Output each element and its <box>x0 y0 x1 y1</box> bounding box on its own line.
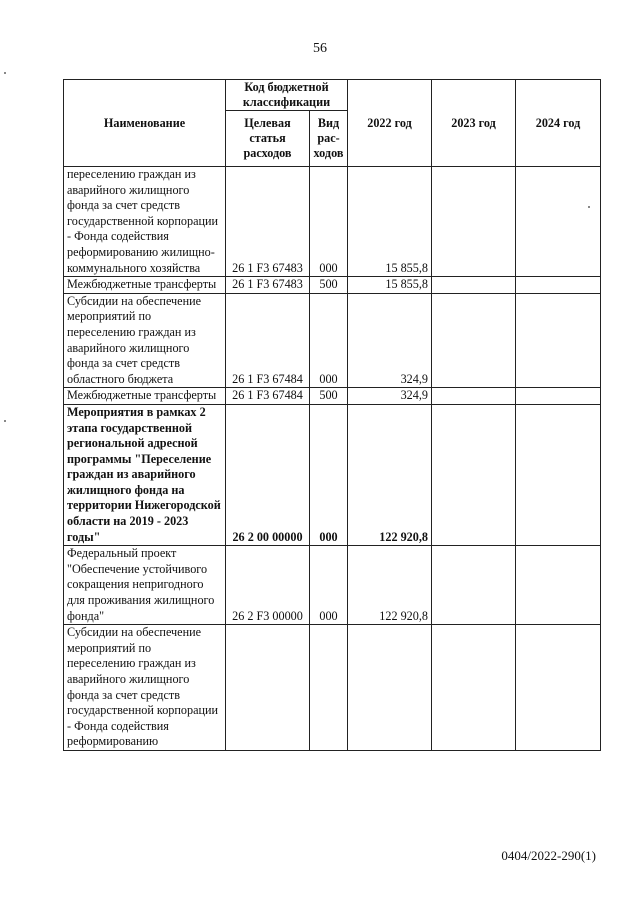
row-value-2024 <box>516 404 601 545</box>
row-target-item: 26 2 F3 00000 <box>226 546 310 625</box>
row-expense-type: 000 <box>310 167 348 277</box>
row-name: Субсидии на обеспечение мероприятий по переселению граждан из аварийного жилищного фонда за счет средств областного бюджета <box>64 293 226 388</box>
row-expense-type: 000 <box>310 404 348 545</box>
row-value-2024 <box>516 293 601 388</box>
row-value-2022: 122 920,8 <box>348 546 432 625</box>
row-value-2023 <box>432 277 516 294</box>
row-target-item: 26 1 F3 67483 <box>226 167 310 277</box>
document-code: 0404/2022-290(1) <box>501 848 596 863</box>
row-value-2022: 324,9 <box>348 293 432 388</box>
row-value-2023 <box>432 388 516 405</box>
table-row <box>64 625 601 751</box>
scan-mark <box>4 72 6 74</box>
header-expense-type: Вид рас-ходов <box>310 111 348 167</box>
row-value-2022 <box>348 625 432 751</box>
row-value-2023 <box>432 546 516 625</box>
row-name: Федеральный проект "Обеспечение устойчивого сокращения непригодного для проживания жилищного фонда" <box>64 546 226 625</box>
row-value-2022: 122 920,8 <box>348 404 432 545</box>
row-expense-type: 500 <box>310 277 348 294</box>
table-row <box>64 546 601 625</box>
header-year-2023: 2023 год <box>432 80 516 167</box>
row-expense-type: 000 <box>310 546 348 625</box>
row-target-item: 26 1 F3 67484 <box>226 388 310 405</box>
table-row <box>64 388 601 405</box>
row-name: переселению граждан из аварийного жилищного фонда за счет средств государственной корпорации - Фонда содействия реформированию жилищно-коммунального хозяйства <box>64 167 226 277</box>
row-value-2022: 15 855,8 <box>348 277 432 294</box>
row-expense-type: 000 <box>310 293 348 388</box>
budget-table <box>63 79 601 751</box>
scan-mark <box>4 420 6 422</box>
row-value-2023 <box>432 293 516 388</box>
header-year-2024: 2024 год <box>516 80 601 167</box>
row-name: Межбюджетные трансферты <box>64 388 226 405</box>
row-value-2024 <box>516 546 601 625</box>
row-value-2024 <box>516 388 601 405</box>
header-target-item: Целевая статья расходов <box>226 111 310 167</box>
row-value-2023 <box>432 167 516 277</box>
row-target-item <box>226 625 310 751</box>
row-expense-type <box>310 625 348 751</box>
row-value-2024 <box>516 277 601 294</box>
row-name: Мероприятия в рамках 2 этапа государственной региональной адресной программы "Переселение граждан из аварийного жилищного фонда на территории Нижегородской области на 2019 - 2023 годы" <box>64 404 226 545</box>
table-row <box>64 404 601 545</box>
header-name: Наименование <box>64 80 226 167</box>
table-row <box>64 167 601 277</box>
page-number: 56 <box>313 41 327 56</box>
header-year-2022: 2022 год <box>348 80 432 167</box>
row-value-2022: 15 855,8 <box>348 167 432 277</box>
table-row <box>64 277 601 294</box>
row-value-2023 <box>432 625 516 751</box>
row-value-2023 <box>432 404 516 545</box>
row-name: Межбюджетные трансферты <box>64 277 226 294</box>
row-value-2024 <box>516 625 601 751</box>
table-row <box>64 293 601 388</box>
row-target-item: 26 2 00 00000 <box>226 404 310 545</box>
scan-mark <box>588 206 590 208</box>
row-value-2024 <box>516 167 601 277</box>
row-expense-type: 500 <box>310 388 348 405</box>
header-budget-code-group: Код бюджетной классификации <box>226 80 348 111</box>
row-target-item: 26 1 F3 67484 <box>226 293 310 388</box>
row-value-2022: 324,9 <box>348 388 432 405</box>
row-name: Субсидии на обеспечение мероприятий по переселению граждан из аварийного жилищного фонда за счет средств государственной корпорации - Фонда содействия реформированию <box>64 625 226 751</box>
row-target-item: 26 1 F3 67483 <box>226 277 310 294</box>
